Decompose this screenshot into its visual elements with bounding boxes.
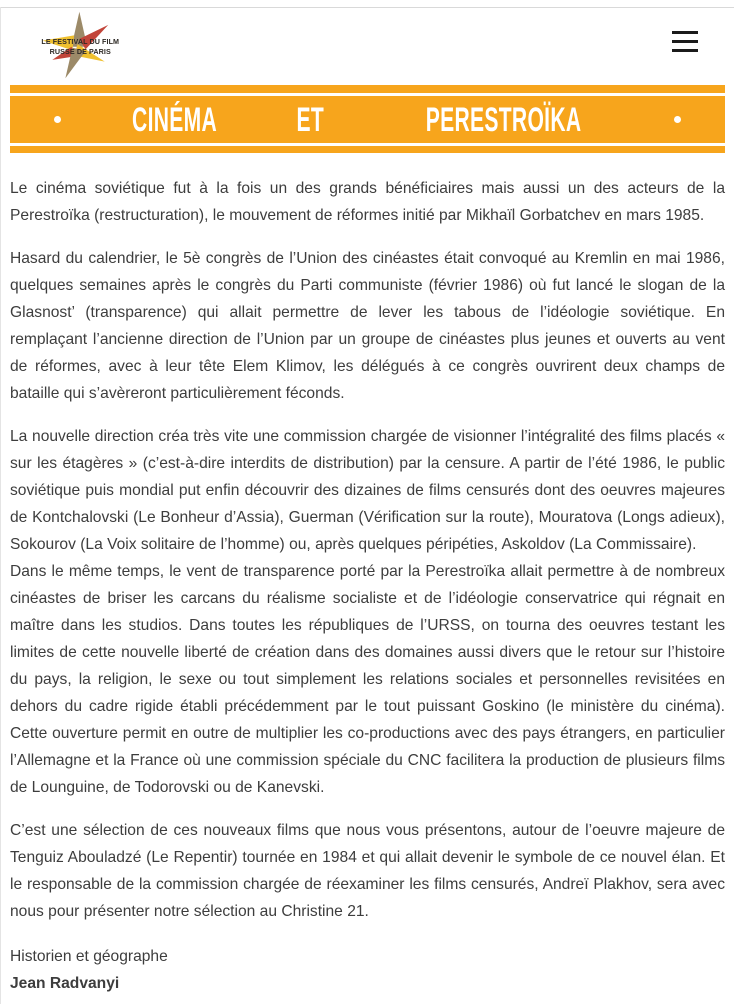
- article-paragraph: La nouvelle direction créa très vite une commission chargée de visionner l’intégralité des films placés « sur les étagères » (c’est-à-dire interdits de distribution) par la censure. A partir de l’été 1986, le public soviétique puis mondial put enfin découvrir des dizaines de films censurés dont des oeuvres majeures de Kontchalovski (Le Bonheur d’Assia), Guerman (Vérification sur la route), Mouratova (Longs adieux), Sokourov (La Voix solitaire de l’homme) ou, après quelques péripéties, Askoldov (La Commissaire).: [10, 428, 725, 553]
- title-banner: [0, 85, 734, 153]
- star-logo-icon: [32, 10, 132, 80]
- hamburger-icon: [672, 49, 698, 52]
- article-paragraph: C’est une sélection de ces nouveaux films que nous vous présentons, autour de l’oeuvre majeure de Tenguiz Abouladzé (Le Repentir) tournée en 1984 et qui allait devenir le symbole de ce nouvel élan. Et le responsable de la commission chargée de réexaminer les films censurés, Andreï Plakhov, sera avec nous pour présenter notre sélection au Christine 21.: [10, 822, 725, 920]
- logo-text-line2: RUSSE DE PARIS: [49, 47, 111, 56]
- banner-bottom-bar: [10, 146, 725, 153]
- banner-word-et: ET: [296, 100, 325, 139]
- article-paragraph: Le cinéma soviétique fut à la fois un des grands bénéficiaires mais aussi un des acteurs de la Perestroïka (restructuration), le mouvement de réformes initié par Mikhaïl Gorbatchev en mars 1985.: [10, 180, 725, 224]
- banner-word-cinema: CINÉMA: [132, 100, 218, 139]
- hamburger-icon: [672, 40, 698, 43]
- festival-logo[interactable]: [32, 10, 132, 80]
- banner-left-dot: [54, 116, 61, 123]
- banner-top-bar: [10, 85, 725, 93]
- article-paragraph: Hasard du calendrier, le 5è congrès de l’Union des cinéastes était convoqué au Kremlin en mai 1986, quelques semaines après le congrès du Parti communiste (février 1986) où fut lancé le slogan de la Glasnost’ (transparence) qui allait permettre de lever les tabous de l’idéologie soviétique. En remplaçant l’ancienne direction de l’Union par un groupe de cinéastes plus jeunes et ouverts au vent de réformes, avec à leur tête Elem Klimov, les délégués à ce congrès ouvrirent deux champs de bataille qui s’avèreront particulièrement féconds.: [10, 250, 725, 402]
- hamburger-icon: [672, 31, 698, 34]
- site-header: [0, 0, 734, 85]
- menu-button[interactable]: [672, 28, 700, 54]
- byline-role: Historien et géographe: [10, 948, 168, 965]
- article-paragraph: Dans le même temps, le vent de transparence porté par la Perestroïka allait permettre à de nombreux cinéastes de briser les carcans du réalisme socialiste et de l’idéologie conservatrice qui régnait en maître dans les studios. Dans toutes les républiques de l’URSS, on tourna des oeuvres testant les limites de cette nouvelle liberté de création dans des domaines aussi divers que le retour sur l’histoire du pays, la religion, le sexe ou tout simplement les relations sociales et personnelles revisitées en dehors du cadre rigide établi précédemment par le tout puissant Goskino (le ministère du cinéma). Cette ouverture permit en outre de multiplier les co-productions avec des pays étrangers, en particulier l’Allemagne et la France où une commission spéciale du CNC facilitera la production de plusieurs films de Lounguine, de Todorovski ou de Kanevski.: [10, 563, 725, 796]
- left-border: [0, 7, 1, 1004]
- banner-right-dot: [674, 116, 681, 123]
- banner-word-perestroika: PERESTROÏKA: [425, 100, 582, 139]
- page-title: [10, 96, 725, 143]
- article-body: [0, 153, 734, 997]
- byline-name: Jean Radvanyi: [10, 975, 120, 992]
- logo-text-line1: LE FESTIVAL DU FILM: [41, 38, 120, 47]
